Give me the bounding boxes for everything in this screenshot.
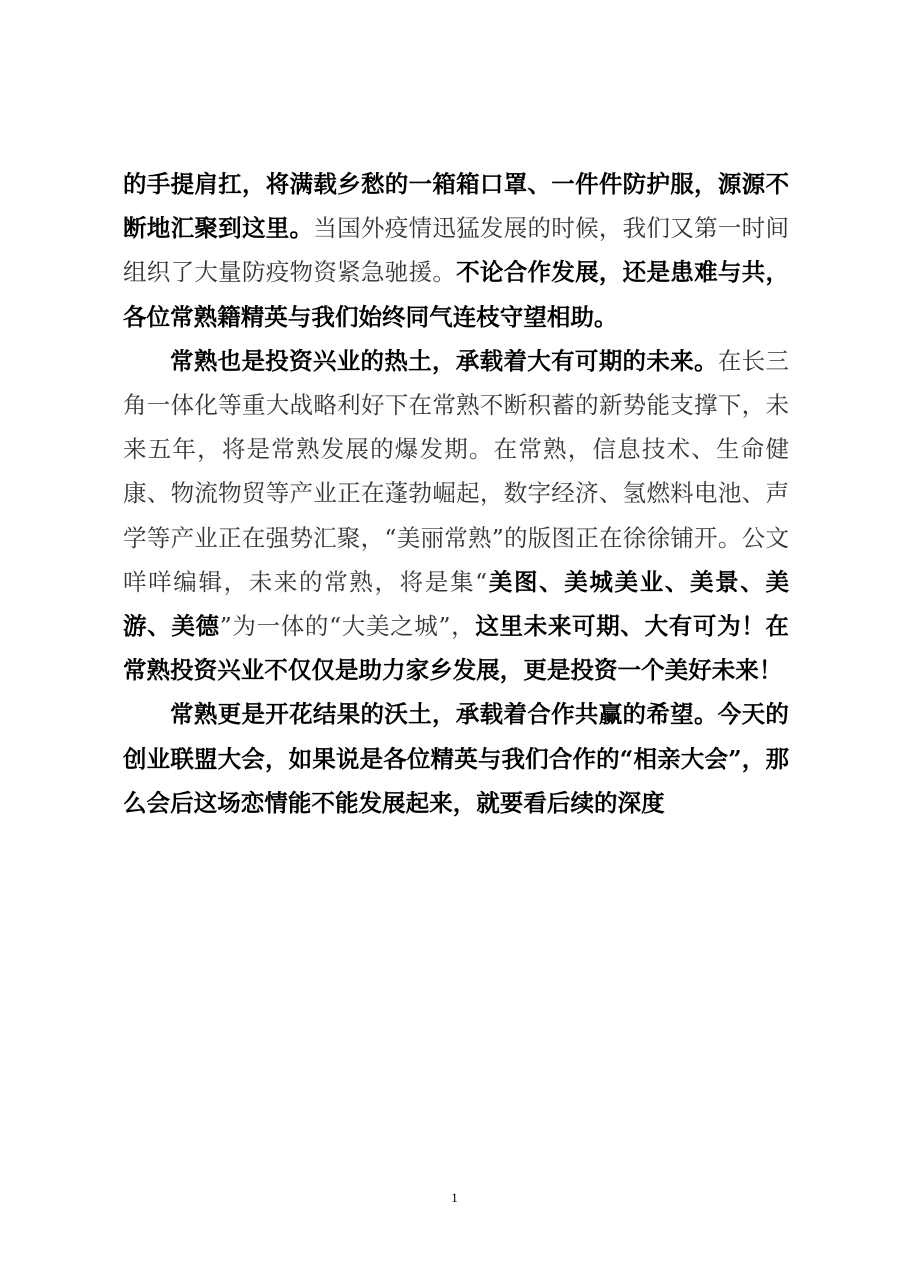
- text-segment-bold: 常熟更是开花结果的沃土，承载着合作共赢的希望。今天的创业联盟大会，如果说是各位精英与我们合作的“相亲大会”，那么会后这场恋情能不能发展起来，就要看后续的深度: [123, 700, 789, 817]
- text-segment-bold: 美图、美城美业、美景、美游、美德: [123, 567, 789, 641]
- paragraph-3: [123, 692, 789, 825]
- text-segment-bold: 这里未来可期、大有可为！在常熟投资兴业不仅仅是助力家乡发展，更是投资一个美好未来！: [123, 612, 789, 685]
- text-segment-bold: 常熟也是投资兴业的热土，承载着大有可期的未来。: [170, 346, 718, 375]
- text-segment-bold: 不论合作发展，还是患难与共，各位常熟籍精英与我们始终同气连枝守望相助。: [123, 258, 789, 331]
- text-segment: 在长三角一体化等重大战略利好下在常熟不断积蓄的新势能支撑下，未来五年，将是常熟发展的爆发期。在常熟，信息技术、生命健康、物流物贸等产业正在蓬勃崛起，数字经济、氢燃料电池、声学等产业正在强势汇聚，“美丽常熟”的版图正在徐徐铺开。公文咩咩编辑，未来的常熟，将是集“: [123, 346, 789, 596]
- text-segment-bold: 的手提肩扛，将满载乡愁的一箱箱口罩、一件件防护服，源源不断地汇聚到这里。: [123, 170, 789, 243]
- paragraph-2: [123, 339, 789, 693]
- text-segment: ”为一体的“大美之城”，: [219, 612, 476, 641]
- document-body: [123, 162, 789, 825]
- page-number: 1: [451, 1190, 458, 1205]
- text-segment: 当国外疫情迅猛发展的时候，我们又第一时间组织了大量防疫物资紧急驰援。: [123, 214, 789, 287]
- paragraph-1: [123, 162, 789, 339]
